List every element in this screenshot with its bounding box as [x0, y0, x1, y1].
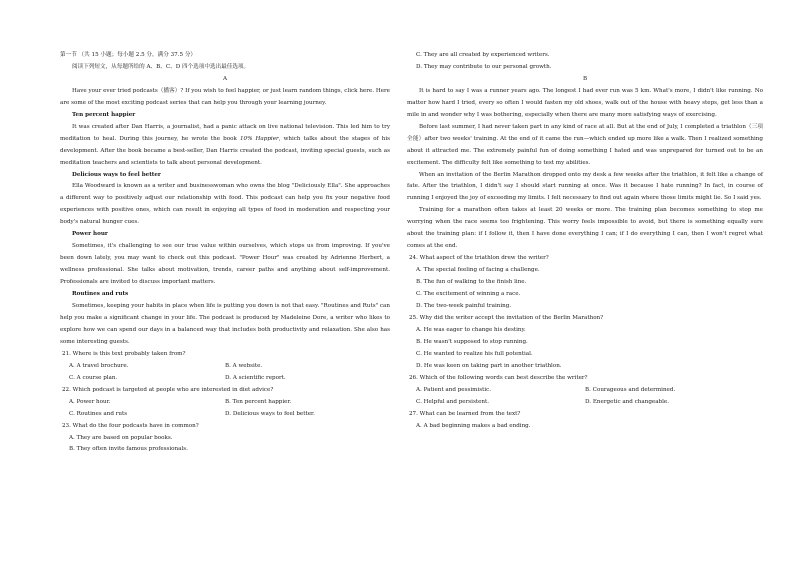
option-26d: D. Energetic and changeable. — [585, 398, 670, 405]
passage-b-paragraph-4: Training for a marathon often takes at least 20 weeks or more. The training plan becomes something to stop me worrying when the race seems too frightening. This worry feels impossible to avoid, but there is something equally sure about the training plan: if I follow it, then I have done everything I can; if I do everything I can, then I won't regret what comes at the end. — [407, 207, 763, 250]
option-23c: C. They are all created by experienced writers. — [416, 52, 550, 58]
option-21c: C. A course plan. — [69, 374, 118, 381]
podcast-desc-delicious: Ella Woodward is known as a writer and businesswoman who owns the blog "Deliciously Ella". She approaches a different way to positively adjust our relationship with food. This podcast can help you fix your negative food experiences with positive ones, which can result in enjoying all types of food in moderation and respecting your body's natural hunger cues. — [60, 183, 390, 226]
passage-b-paragraph-1: It is hard to say I was a runner years ago. The longest I had ever run was 5 km. What's more, I didn't like running. No matter how hard I tried, every so often I would fasten my old shoes, walk out of the house with heavy steps, get less than a mile in and wonder why I was bothering, especially when there are many more satisfying ways of exercising. — [407, 87, 763, 118]
question-21-options-row2 — [60, 373, 390, 385]
option-22a: A. Power hour. — [69, 398, 111, 405]
option-27a: A. A bad beginning makes a bad ending. — [416, 422, 531, 429]
book-title: 10% Happier — [240, 135, 279, 142]
podcast-title-power-hour: Power hour — [72, 231, 108, 238]
option-23b: B. They often invite famous professionals. — [69, 446, 188, 453]
question-26-options-row1 — [407, 385, 763, 397]
option-22b: B. Ten percent happier. — [225, 398, 292, 405]
option-23d: D. They may contribute to our personal growth. — [416, 63, 552, 70]
passage-b-paragraph-2: Before last summer, I had never taken part in any kind of race at all. But at the end of July, I completed a triathlon（三项全能）after two weeks' training. At the end of it came the run—which ended up more like a walk. Then I realized something about it attracted me. The extremely painful fun of doing something I hated and was unprepared for turned out to be an excitement. The difficulty felt like something to test my abilities. — [407, 123, 763, 166]
podcast-desc-power-hour: Sometimes, it's challenging to see our true value within ourselves, which stops us from improving. If you've been down lately, you may want to check out this podcast. "Power Hour" was created by Adrienne Herbert, a wellness professional. She talks about motivation, trends, career paths and anything about self-improvement. Professionals are invited to discuss important matters. — [60, 243, 390, 286]
option-25a: A. He was eager to change his destiny. — [416, 326, 526, 333]
option-23a: A. They are based on popular books. — [69, 434, 173, 441]
podcast-title-delicious: Delicious ways to feel better — [72, 171, 161, 178]
option-22c: C. Routines and ruts — [69, 410, 128, 417]
section-title: 第一节 （共 15 小题；每小题 2.5 分，满分 37.5 分） — [60, 52, 197, 58]
passage-label-b: B — [582, 75, 588, 82]
question-27: 27. What can be learned from the text? — [409, 410, 521, 417]
option-25b: B. He wasn't supposed to stop running. — [416, 338, 528, 345]
option-21d: D. A scientific report. — [225, 374, 286, 381]
option-24d: D. The two-week painful training. — [416, 303, 512, 310]
intro-paragraph: Have your ever tried podcasts（播客）? If you wish to feel happier, or just learn random things, click here. Here are some of the most exciting podcast series that can help you through your learning journey. — [60, 87, 390, 106]
option-21a: A. A travel brochure. — [69, 362, 129, 369]
question-21: 21. Where is this text probably taken from? — [62, 350, 186, 357]
question-25: 25. Why did the writer accept the invitation of the Berlin Marathon? — [409, 314, 604, 321]
option-26c: C. Helpful and persistent. — [416, 398, 490, 405]
right-column — [407, 50, 763, 433]
passage-b-paragraph-3: When an invitation of the Berlin Marathon dropped onto my desk a few weeks after the triathlon, it felt like a change of fate. After the triathlon, I didn't say I should start running at once. Was it because I hate running? In fact, in course of running I enjoyed the joy of exceeding my limits. I felt necessary to find out again where those limits might lie. So I said yes. — [407, 171, 763, 202]
instruction: 阅读下列短文，从每题所给的 A、B、C、D 四个选项中选出最佳选项。 — [72, 63, 250, 70]
option-22d: D. Delicious ways to feel better. — [225, 410, 315, 417]
question-26-options-row2 — [407, 397, 763, 409]
podcast-title-ten-percent: Ten percent happier — [72, 111, 136, 118]
question-23: 23. What do the four podcasts have in common? — [62, 422, 199, 429]
option-24a: A. The special feeling of facing a challenge. — [416, 267, 540, 274]
option-21b: B. A website. — [225, 362, 263, 369]
option-24c: C. The excitement of winning a race. — [416, 291, 521, 298]
question-24: 24. What aspect of the triathlon drew the writer? — [409, 255, 549, 262]
passage-label-a: A — [222, 75, 228, 82]
question-21-options-row1 — [60, 361, 390, 373]
left-column — [60, 50, 390, 456]
podcast-title-routines: Routines and ruts — [72, 291, 129, 298]
option-26a: A. Patient and pessimistic. — [416, 386, 492, 393]
podcast-desc-ten-percent: It was created after Dan Harris, a journalist, had a panic attack on live national television. This led him to try meditation to heal. During this journey, he wrote the book 10% Happier, which talks about the stages of his development. After the book became a best-seller, Dan Harris created the podcast, inviting special guests, such as meditation teachers and scientists to talk about personal development. — [60, 123, 391, 166]
option-25d: D. He was keen on taking part in another triathlon. — [416, 362, 562, 369]
question-22-options-row1 — [60, 397, 390, 409]
option-26b: B. Courageous and determined. — [585, 386, 676, 393]
question-26: 26. Which of the following words can best describe the writer? — [409, 374, 588, 381]
podcast-desc-routines: Sometimes, keeping your habits in place when life is putting you down is not that easy. "Routines and Ruts" can help you make a significant change in your life. The podcast is produced by Madeleine Dore, a writer who likes to explore how we can spend our days in a balanced way that includes both productivity and relaxation. She also has some interesting guests. — [60, 303, 390, 345]
question-22: 22. Which podcast is targeted at people who are interested in diet advice? — [62, 386, 274, 393]
option-25c: C. He wanted to realize his full potential. — [416, 350, 533, 357]
option-24b: B. The fun of walking to the finish line. — [416, 279, 527, 286]
question-22-options-row2 — [60, 409, 390, 421]
